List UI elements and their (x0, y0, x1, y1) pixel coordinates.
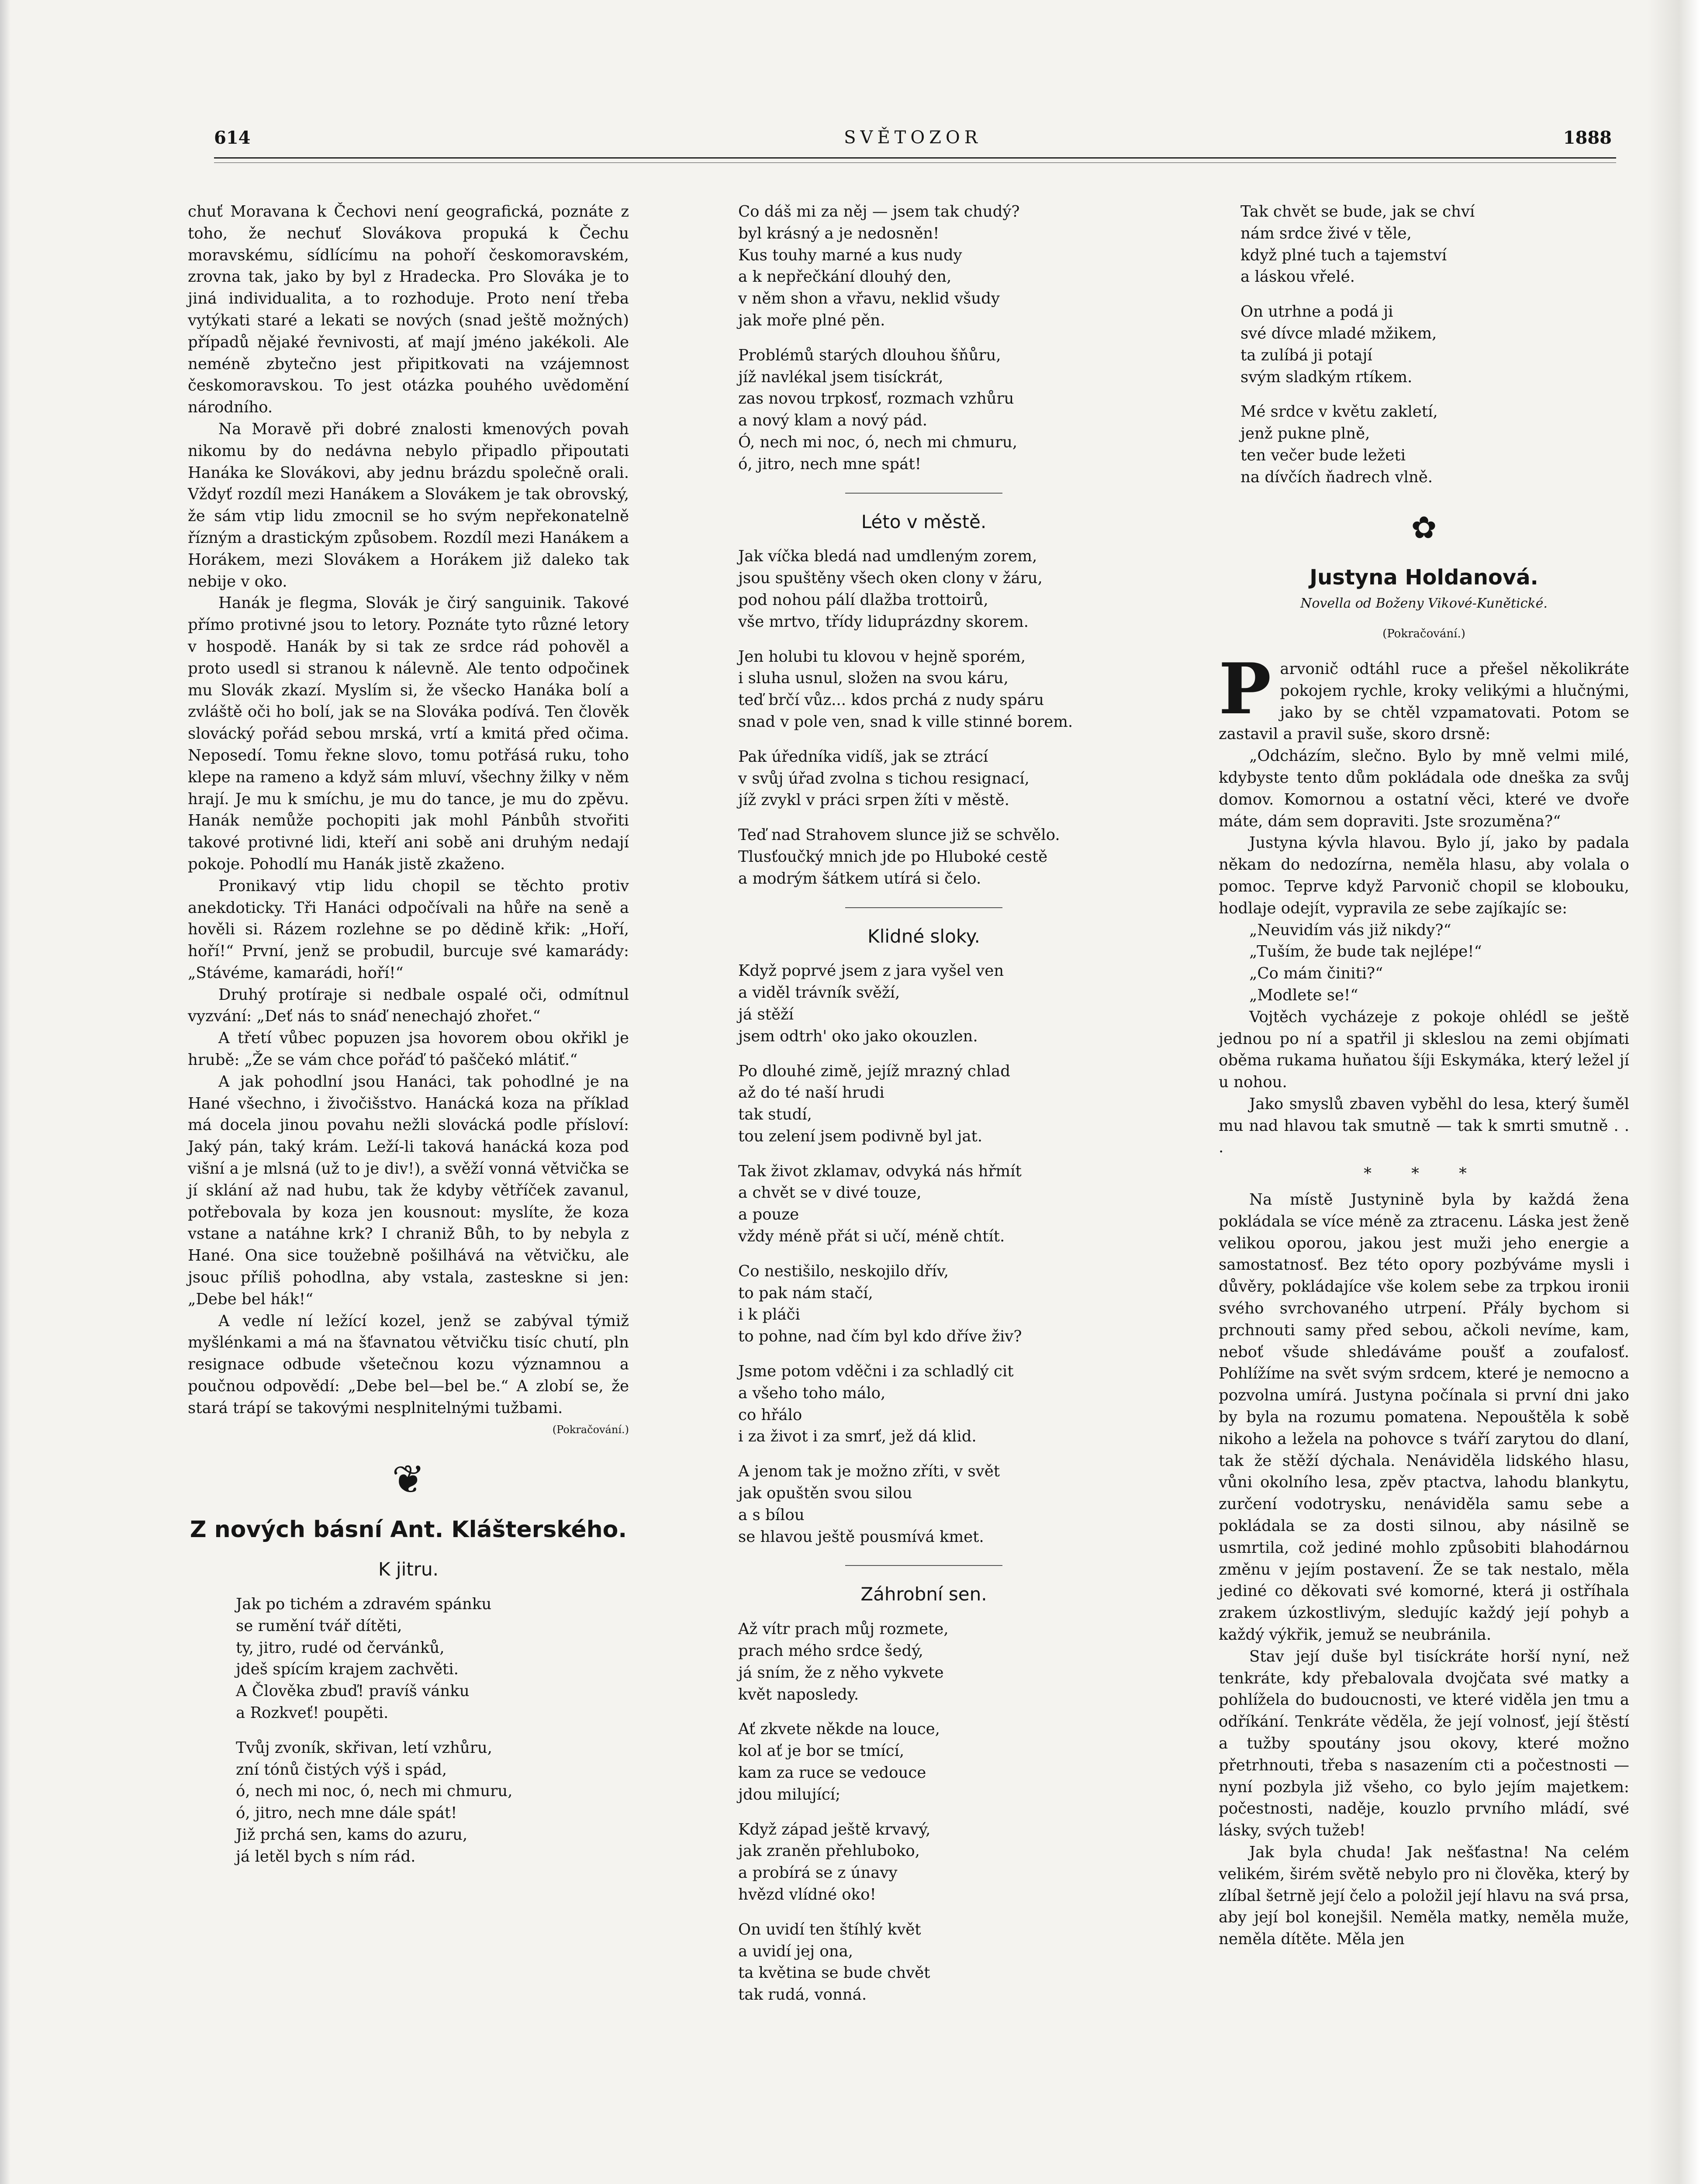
verse-line: jenž pukne plně, (1240, 425, 1370, 443)
verse-line: Problémů starých dlouhou šňůru, (738, 346, 1001, 364)
verse-line: a chvět se v divé touze, (738, 1184, 922, 1202)
verse-line: jsem odtrh' oko jako okouzlen. (738, 1027, 978, 1045)
verse-line: se rumění tvář dítěti, (236, 1617, 402, 1635)
verse-line: v svůj úřad zvolna s tichou resignací, (738, 769, 1030, 788)
verse-line: ó, jitro, nech mne dále spát! (236, 1804, 457, 1822)
stanza (738, 646, 1109, 733)
verse-line: Až vítr prach můj rozmete, (738, 1620, 949, 1638)
paragraph: Hanák je flegma, Slovák je čirý sanguinik. Takové přímo protivné jsou to letory. Poznáte tyto různé letory v hospodě. Hanák by si tak ze srdce rád pohověl a proto usedl si stranou k nálevně. Ale tento odpočinek mu Slovák zkazí. Myslím si, že všecko Hanáka bolí a zvláště oči ho bolí, jak se na Slováka podívá. Ten člověk slovácký pořád sebou mrská, vrtí a kmitá před očima. Neposedí. Tomu řekne slovo, tomu potřásá ruku, toho klepe na rameno a když sám mluví, všechny žilky v něm hrají. Je mu k smíchu, je mu do tance, je mu do zpěvu. Hanák nemůže pochopiti jak mohl Pánbůh stvořiti takové protivné lidi, kteří ani sobě ani druhým nedají pokoje. Pohodlí mu Hanák jistě zkaženo. (188, 594, 629, 873)
verse-line: Jsme potom vděčni i za schladlý cit (738, 1362, 1014, 1381)
stanza (1240, 301, 1629, 388)
verse-line: jdeš spícím krajem zachvěti. (236, 1660, 459, 1679)
verse-line: kam za ruce se vedouce (738, 1764, 926, 1782)
paragraph: „Tuším, že bude tak nejlépe!“ (1249, 943, 1482, 961)
verse-line: Když poprvé jsem z jara vyšel ven (738, 962, 1004, 980)
stanza (738, 1819, 1109, 1906)
header-rule-thin (214, 162, 1616, 163)
column-3 (1219, 201, 1629, 1950)
paragraph: chuť Moravana k Čechovi není geografická, poznáte z toho, že nechuť Slovákova propuká k Čechu moravskému, sídlícímu na pohoří českomoravském, zrovna tak, jako by byl z Hradecka. Pro Slováka je to jiná individualita, a to rozhoduje. Proto není třeba vytýkati staré a lekati se nových (snad ještě možných) případů nějaké řevnivosti, ať mají jméno jakékoli. Ale neméně zbytečno jest připitkovati na vzájemnost českomoravskou. To jest otázka pouhého uvědomění národního. (188, 203, 629, 417)
verse-line: kol ať je bor se tmící, (738, 1742, 905, 1760)
verse-line: nám srdce živé v těle, (1240, 224, 1412, 242)
stanza (236, 1737, 629, 1868)
verse-line: byl krásný a je nedosněn! (738, 224, 940, 242)
verse-line: jak opuštěn svou silou (738, 1484, 912, 1503)
verse-line: a nový klam a nový pád. (738, 411, 928, 430)
verse-line: jíž zvykl v práci srpen žíti v městě. (738, 791, 1009, 809)
verse-line: Když západ ještě krvavý, (738, 1820, 931, 1838)
verse-line: snad v pole ven, snad k ville stinné borem. (738, 712, 1073, 731)
verse-line: to pohne, nad čím byl kdo dříve živ? (738, 1327, 1022, 1346)
journal-title: SVĚTOZOR (844, 128, 982, 148)
verse-line: já stěží (738, 1005, 794, 1023)
verse-line: Pak úředníka vidíš, jak se ztrácí (738, 747, 988, 766)
paragraph: „Co mám činiti?“ (1249, 964, 1383, 983)
page-edge (0, 0, 10, 2184)
verse-line: a s bílou (738, 1506, 805, 1524)
stanza (738, 1919, 1109, 2006)
stanza (738, 1718, 1109, 1805)
paragraph: „Odcházím, slečno. Bylo by mně velmi milé, kdybyste tento dům pokládala ode dneška za svůj domov. Komornou a ostatní věci, které ve dvoře máte, dám sem dopraviti. Jste srozuměna?“ (1219, 747, 1629, 830)
flower-ornament-icon: ✿ (1411, 509, 1437, 546)
stanza (738, 1618, 1109, 1705)
verse-line: svým sladkým rtíkem. (1240, 368, 1413, 386)
verse-line: Co dáš mi za něj — jsem tak chudý? (738, 203, 1020, 221)
verse-line: jak moře plné pěn. (738, 311, 885, 329)
verse-line: jak zraněn přehluboko, (738, 1842, 920, 1860)
verse-line: On uvidí ten štíhlý květ (738, 1920, 921, 1939)
paragraph: arvonič odtáhl ruce a přešel několikráte pokojem rychle, kroky velikými a hlučnými, jako by se chtěl vzpamatovati. Potom se zastavil a pravil suše, skoro drsně: (1219, 660, 1629, 743)
paragraph: Stav její duše byl tisíckráte horší nyní, než tenkráte, kdy přebalovala dvojčata své matky a pohlížela do budoucnosti, ve které viděla jen tmu a odříkání. Tenkráte věděla, že její volnosť, její štěstí a tužby spoutány jsou okovy, které možno přetrhnouti, třeba s nasazením cti a počestnosti — nyní pozbyla již všeho, co bylo jejím majetkem: počestnosti, naděje, kouzlo prvního mládí, své lásky, svých tužeb! (1219, 1647, 1629, 1840)
continued-note: (Pokračování.) (1382, 627, 1465, 641)
separator (845, 907, 1002, 908)
verse-line: jsou spuštěny všech oken clony v žáru, (738, 569, 1043, 587)
page-header (214, 128, 1612, 158)
verse-line: když plné tuch a tajemství (1240, 246, 1447, 264)
verse-line: Co nestišilo, neskojilo dřív, (738, 1262, 949, 1280)
verse-line: a k nepřečkání dlouhý den, (738, 268, 952, 286)
paragraph: A třetí vůbec popuzen jsa hovorem obou okřikl je hrubě: „Že se vám chce pořáď tó paščekó mlátiť.“ (188, 1029, 629, 1069)
verse-line: Ó, nech mi noc, ó, nech mi chmuru, (738, 433, 1018, 451)
paragraph: Na Moravě při dobré znalosti kmenových povah nikomu by do nedávna nebylo připadlo připoutati Hanáka ke Slovákovi, aby jednu brázdu společně orali. Vždyť rozdíl mezi Hanákem a Slovákem je tak obrovský, že sám vtip lidu zmocnil se ho svým nepřekonatelně řízným a drastickým způsobem. Rozdíl mezi Hanákem a Horákem, mezi Slovákem a Horákem již daleko tak nebije v oko. (188, 420, 629, 591)
verse-line: Jak po tichém a zdravém spánku (236, 1595, 492, 1614)
verse-line: vždy méně přát si učí, méně chtít. (738, 1227, 1005, 1246)
column-2 (690, 201, 1109, 2019)
verse-line: Tak chvět se bude, jak se chví (1240, 203, 1475, 221)
verse-line: co hřálo (738, 1406, 802, 1424)
verse-line: ta zulíbá ji potají (1240, 346, 1372, 364)
stanza (738, 960, 1109, 1047)
paragraph: Jako smyslů zbaven vyběhl do lesa, který šuměl mu nad hlavou tak smutně — tak k smrti smutně . . . (1219, 1095, 1629, 1157)
verse-line: a láskou vřelé. (1240, 268, 1355, 286)
verse-line: pod nohou pálí dlažba trottoirů, (738, 591, 988, 609)
stanza (738, 1161, 1109, 1248)
verse-line: já sním, že z něho vykvete (738, 1663, 944, 1682)
stanza (738, 201, 1109, 332)
verse-line: na dívčích ňadrech vlně. (1240, 468, 1433, 486)
paragraph: Pronikavý vtip lidu chopil se těchto protiv anekdoticky. Tři Hanáci odpočívali na hůře na seně a hověli si. Rázem rozlehne se po dědině křik: „Hoří, hoří!“ První, jenž se probudil, burcuje své kamarády: „Stávéme, kamarádi, hoří!“ (188, 877, 629, 982)
verse-line: Již prchá sen, kams do azuru, (236, 1825, 468, 1844)
paragraph: Justyna kývla hlavou. Bylo jí, jako by padala někam do nedozírna, neměla hlasu, aby volala o pomoc. Teprve když Parvonič chopil se klobouku, hodlaje odejít, vypravila ze sebe zajíkajíc se: (1219, 834, 1629, 917)
verse-line: jíž navlékal jsem tisíckrát, (738, 368, 943, 386)
verse-line: Po dlouhé zimě, jejíž mrazný chlad (738, 1062, 1010, 1080)
verse-line: a viděl trávník svěží, (738, 984, 900, 1002)
verse-line: Jen holubi tu klovou v hejně sporém, (738, 647, 1026, 666)
year: 1888 (1563, 128, 1612, 148)
paragraph: „Modlete se!“ (1249, 986, 1358, 1004)
verse-line: tou zelení jsem podivně byl jat. (738, 1127, 983, 1145)
novella-subtitle: Novella od Boženy Vikové-Kunětické. (1300, 596, 1548, 612)
verse-line: Tvůj zvoník, skřivan, letí vzhůru, (236, 1738, 492, 1757)
poem-title: Klidné sloky. (867, 925, 980, 947)
verse-line: On utrhne a podá ji (1240, 303, 1393, 321)
verse-line: Teď nad Strahovem slunce již se schvělo. (738, 826, 1060, 844)
continued-note: (Pokračování.) (552, 1423, 629, 1436)
leaf-ornament-icon: ❦ (392, 1457, 425, 1503)
verse-line: prach mého srdce šedý, (738, 1642, 923, 1660)
stanza (738, 1061, 1109, 1147)
stanza (1240, 401, 1629, 488)
column-1 (188, 201, 629, 1881)
page-shadow (1648, 0, 1700, 2184)
verse-line: i sluha usnul, složen na svou káru, (738, 669, 1009, 688)
verse-line: hvězd vlídné oko! (738, 1886, 876, 1904)
verse-line: se hlavou ještě pousmívá kmet. (738, 1527, 984, 1546)
stanza (738, 1361, 1109, 1448)
verse-line: a uvidí jej ona, (738, 1942, 853, 1960)
verse-line: Tak život zklamav, odvyká nás hřmít (738, 1162, 1022, 1180)
separator (845, 493, 1002, 494)
verse-line: ty, jitro, rudé od červánků, (236, 1638, 445, 1657)
verse-line: já letěl bych s ním rád. (236, 1847, 416, 1866)
stanza (738, 546, 1109, 632)
verse-line: ta květina se bude chvět (738, 1964, 930, 1982)
paragraph: Na místě Justynině byla by každá žena pokládala se více méně za ztracenu. Láska jest ženě velikou oporou, jakou jest muži jeho energie a samostatnosť. Bez této opory pozbýváme mysli i důvěry, pokládajíce vše kolem sebe za trpkou ironii svého svrchovaného utrpení. Přály bychom si prchnouti samy před sebou, ačkoli nevíme, kam, neboť všude shledáváme poušť a zoufalosť. Pohlížíme na svět svým srdcem, které je nemocno a pozvolna umírá. Justyna počínala si první dni jako by byla na rozumu pomatena. Nepouštěla k sobě nikoho a ležela na pohovce s tváří zarytou do dlaní, tak že stěží dýchala. Nenáviděla lidského hlasu, vůni okolního lesa, zpěv ptactva, lahodu blankytu, zurčení vodotrysku, nenáviděla samu sebe a pokládala se za dosti silnou, aby násilně se usmrtila, což jediné mohlo způsobiti blahodárnou změnu v jejím postavení. Že se tak nestalo, měla jediné co děkovati své komorné, která ji ostříhala zrakem úzkostlivým, sledujíc každý její pohyb a každý výkřik, jemuž se neubránila. (1219, 1191, 1629, 1644)
separator (845, 1565, 1002, 1566)
verse-line: A Člověka zbuď! pravíš vánku (236, 1682, 470, 1700)
verse-line: květ naposledy. (738, 1685, 859, 1704)
verse-line: Kus touhy marné a kus nudy (738, 246, 962, 264)
stanza (236, 1593, 629, 1724)
verse-line: zas novou trpkosť, rozmach vzhůru (738, 390, 1014, 408)
verse-line: to pak nám stačí, (738, 1284, 873, 1302)
verse-line: vše mrtvo, třídy liduprázdny skorem. (738, 612, 1029, 631)
stanza (738, 1461, 1109, 1548)
verse-line: a modrým šátkem utírá si čelo. (738, 869, 981, 888)
poem-section-title: Z nových básní Ant. Klášterského. (190, 1517, 627, 1543)
verse-line: a Rozkveť! poupěti. (236, 1704, 389, 1722)
verse-line: Jak víčka bledá nad umdleným zorem, (738, 547, 1037, 566)
paragraph: Jak byla chuda! Jak nešťastna! Na celém velikém, širém světě nebylo pro ni člověka, který by zlíbal šetrně její čelo a položil její hlavu na svá prsa, aby její bol konejšil. Neměla matky, neměla muže, neměla dítěte. Měla jen (1219, 1843, 1629, 1949)
drop-cap: P (1219, 647, 1272, 730)
poem-title: Léto v městě. (861, 511, 987, 532)
verse-line: A jenom tak je možno zříti, v svět (738, 1462, 1000, 1481)
verse-line: Mé srdce v květu zakletí, (1240, 403, 1438, 421)
verse-line: tak rudá, vonná. (738, 1986, 867, 2004)
paragraph: Druhý protíraje si nedbale ospalé oči, odmítnul vyzvání: „Deť nás to snáď nenechajó zhořet.“ (188, 985, 629, 1026)
poem-title: Záhrobní sen. (860, 1583, 987, 1605)
verse-line: až do té naší hrudi (738, 1084, 885, 1102)
stanza (738, 1261, 1109, 1348)
novella-title: Justyna Holdanová. (1310, 565, 1538, 590)
verse-line: teď brčí vůz... kdos prchá z nudy spáru (738, 691, 1044, 709)
verse-line: své dívce mladé mžikem, (1240, 324, 1437, 342)
verse-line: i za život i za smrť, jež dá klid. (738, 1427, 977, 1446)
verse-line: tak studí, (738, 1106, 812, 1124)
verse-line: v něm shon a vřavu, neklid všudy (738, 290, 1000, 308)
verse-line: a všeho toho málo, (738, 1384, 886, 1402)
paragraph: A vedle ní ležící kozel, jenž se zabýval týmiž myšlénkami a má na šťavnatou větvičku tisíc chutí, pln resignace odbude všetečnou kozu významnou a poučnou odpovědí: „Debe bel—bel be.“ A zlobí se, že stará trápí se takovými nesplnitelnými tužbami. (188, 1312, 629, 1417)
verse-line: jdou milující; (738, 1785, 841, 1804)
stanza (1240, 201, 1629, 288)
stanza (738, 746, 1109, 811)
paragraph: Vojtěch vycházeje z pokoje ohlédl se ještě jednou po ní a spatřil ji skleslou na zemi objímati oběma rukama huňatou šíji Eskymáka, který ležel jí u nohou. (1219, 1008, 1629, 1092)
verse-line: i k pláči (738, 1306, 800, 1324)
verse-line: ten večer bude ležeti (1240, 446, 1406, 464)
paragraph: A jak pohodlní jsou Hanáci, tak pohodlné je na Hané všechno, i živočišstvo. Hanácká koza na příklad má docela jinou povahu nežli slovácká podle přísloví: Jaký pán, taký krám. Leží-li taková hanácká koza pod višní a je mlsná (už to je div!), a svěží vonná větvička se jí sklání až nad hubu, tak že kdyby větříček zavanul, potřebovala by koza jen kousnout: myslíte, že koza vstane a natáhne krk? I chraniž Bůh, to by nebyla z Hané. Ona sice toužebně pošilhává na větvičku, ale jsouc příliš pohodlna, aby vstala, zasteskne si jen: „Debe bel hák!“ (188, 1072, 629, 1308)
verse-line: Ať zkvete někde na louce, (738, 1720, 940, 1738)
verse-line: ó, nech mi noc, ó, nech mi chmuru, (236, 1782, 513, 1800)
stanza (738, 345, 1109, 475)
section-stars: * * * (1364, 1165, 1484, 1183)
verse-line: zní tónů čistých výš i spád, (236, 1760, 447, 1779)
page-number: 614 (214, 128, 251, 148)
verse-line: ó, jitro, nech mne spát! (738, 455, 921, 473)
verse-line: Tlusťoučký mnich jde po Hluboké cestě (738, 847, 1048, 866)
poem-title: K jitru. (378, 1559, 439, 1580)
verse-line: a pouze (738, 1206, 799, 1224)
header-rule (214, 157, 1616, 159)
verse-line: a probírá se z únavy (738, 1864, 898, 1882)
stanza (738, 824, 1109, 889)
paragraph: „Neuvidím vás již nikdy?“ (1249, 921, 1451, 939)
